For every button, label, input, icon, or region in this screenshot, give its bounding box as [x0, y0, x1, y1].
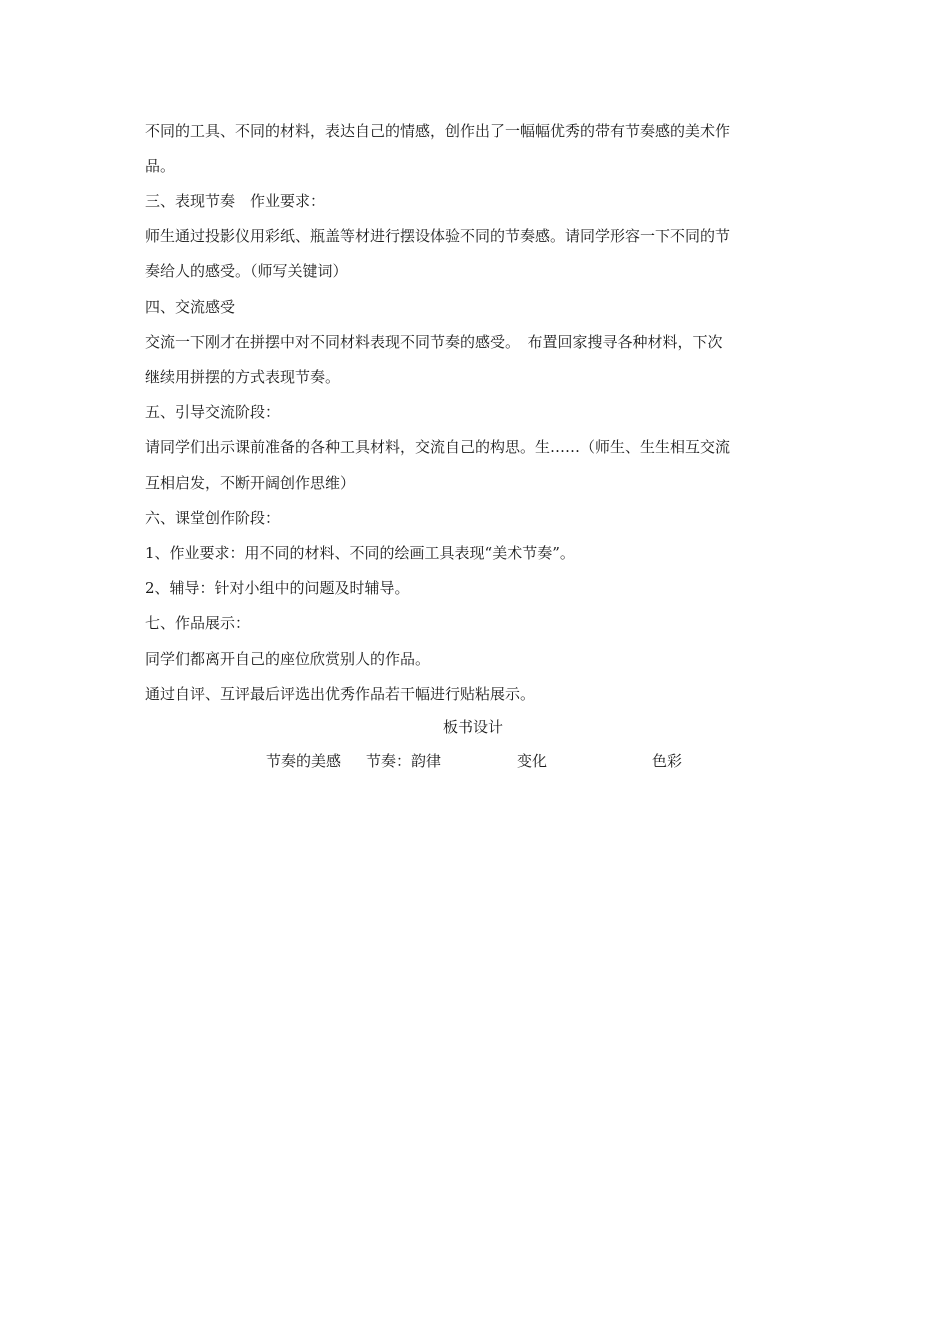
paragraph-line: 不同的工具、不同的材料，表达自己的情感，创作出了一幅幅优秀的带有节奏感的美术作 — [145, 122, 731, 140]
section-heading: 三、表现节奏 作业要求： — [145, 192, 326, 210]
board-design-title: 板书设计 — [443, 718, 504, 736]
section-heading: 七、作品展示： — [145, 614, 251, 632]
paragraph-line: 继续用拼摆的方式表现节奏。 — [145, 368, 341, 386]
paragraph-line: 师生通过投影仪用彩纸、瓶盖等材进行摆设体验不同的节奏感。请同学形容一下不同的节 — [145, 227, 731, 245]
board-design-rhythm: 节奏：韵律 — [366, 752, 442, 770]
board-design-color: 色彩 — [652, 752, 683, 770]
paragraph-line: 品。 — [145, 157, 176, 175]
list-item: 1、作业要求：用不同的材料、不同的绘画工具表现“美术节奏”。 — [145, 544, 575, 562]
board-design-change: 变化 — [517, 752, 548, 770]
paragraph-line: 奏给人的感受。（师写关键词） — [145, 262, 348, 280]
list-item: 2、辅导：针对小组中的问题及时辅导。 — [145, 579, 410, 597]
section-heading: 五、引导交流阶段： — [145, 403, 281, 421]
section-heading: 六、课堂创作阶段： — [145, 509, 281, 527]
paragraph-line: 交流一下刚才在拼摆中对不同材料表现不同节奏的感受。 布置回家搜寻各种材料，下次 — [145, 333, 723, 351]
paragraph-line: 同学们都离开自己的座位欣赏别人的作品。 — [145, 650, 431, 668]
section-heading: 四、交流感受 — [145, 298, 236, 316]
board-design-topic: 节奏的美感 — [266, 752, 342, 770]
paragraph-line: 请同学们出示课前准备的各种工具材料，交流自己的构思。生……（师生、生生相互交流 — [145, 438, 731, 456]
paragraph-line: 互相启发，不断开阔创作思维） — [145, 474, 356, 492]
paragraph-line: 通过自评、互评最后评选出优秀作品若干幅进行贴粘展示。 — [145, 685, 536, 703]
